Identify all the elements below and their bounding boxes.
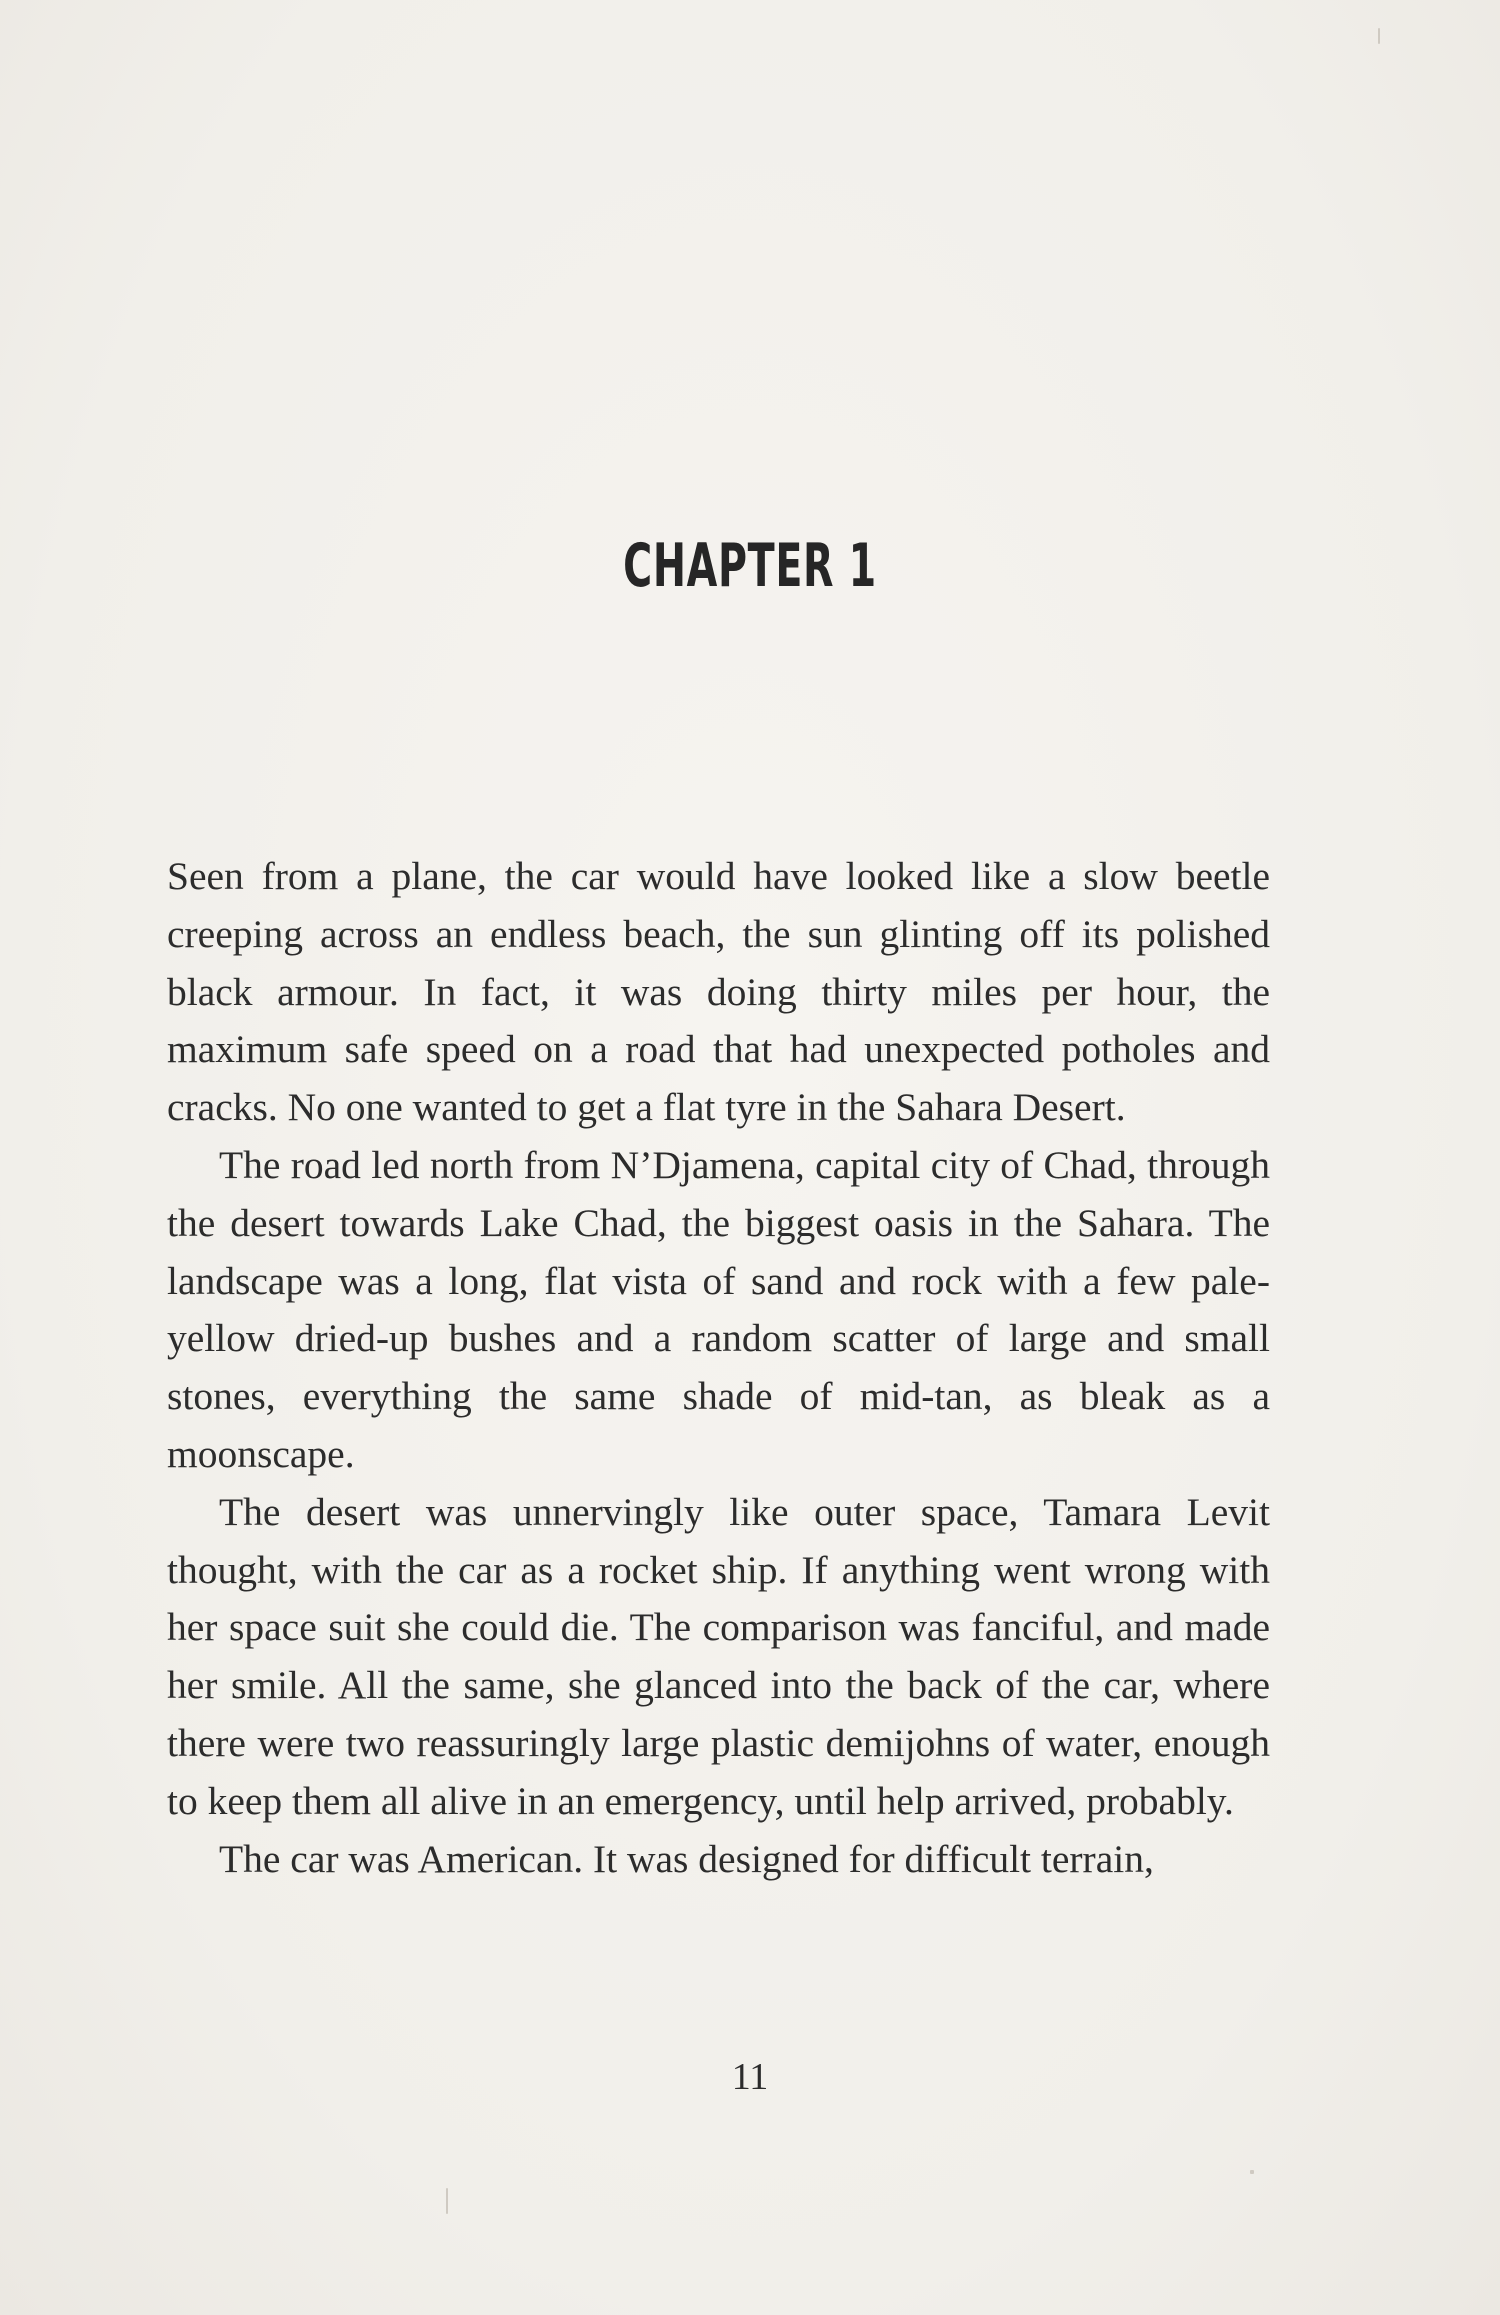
scan-speck <box>1378 28 1380 44</box>
paragraph-4: The car was American. It was designed for difficult terrain, <box>219 1836 1154 1881</box>
paragraph-3: The desert was unnervingly like outer space, Tamara Levit thought, with the car as a rocket ship. If anything went wrong with her space suit she could die. The comparison was fanciful, and made her smile. All the same, she glanced into the back of the car, where there were two reassuringly large plastic demijohns of water, enough to keep them all alive in an emergency, until help arrived, probably. <box>167 1489 1270 1823</box>
chapter-body <box>167 848 1270 1888</box>
chapter-title: CHAPTER 1 <box>623 531 877 601</box>
page-number: 11 <box>731 2056 769 2098</box>
scan-speck <box>1250 2170 1254 2174</box>
scan-speck <box>446 2188 448 2214</box>
paragraph-2: The road led north from N’Djamena, capital city of Chad, through the desert towards Lake Chad, the biggest oasis in the Sahara. The landscape was a long, flat vista of sand and rock with a few pale-yellow dried-up bushes and a random scatter of large and small stones, everything the same shade of mid-tan, as bleak as a moonscape. <box>167 1142 1270 1476</box>
paragraph-1: Seen from a plane, the car would have looked like a slow beetle creeping across an endless beach, the sun glinting off its polished black armour. In fact, it was doing thirty miles per hour, the maximum safe speed on a road that had unexpected potholes and cracks. No one wanted to get a flat tyre in the Sahara Desert. <box>167 854 1270 1130</box>
